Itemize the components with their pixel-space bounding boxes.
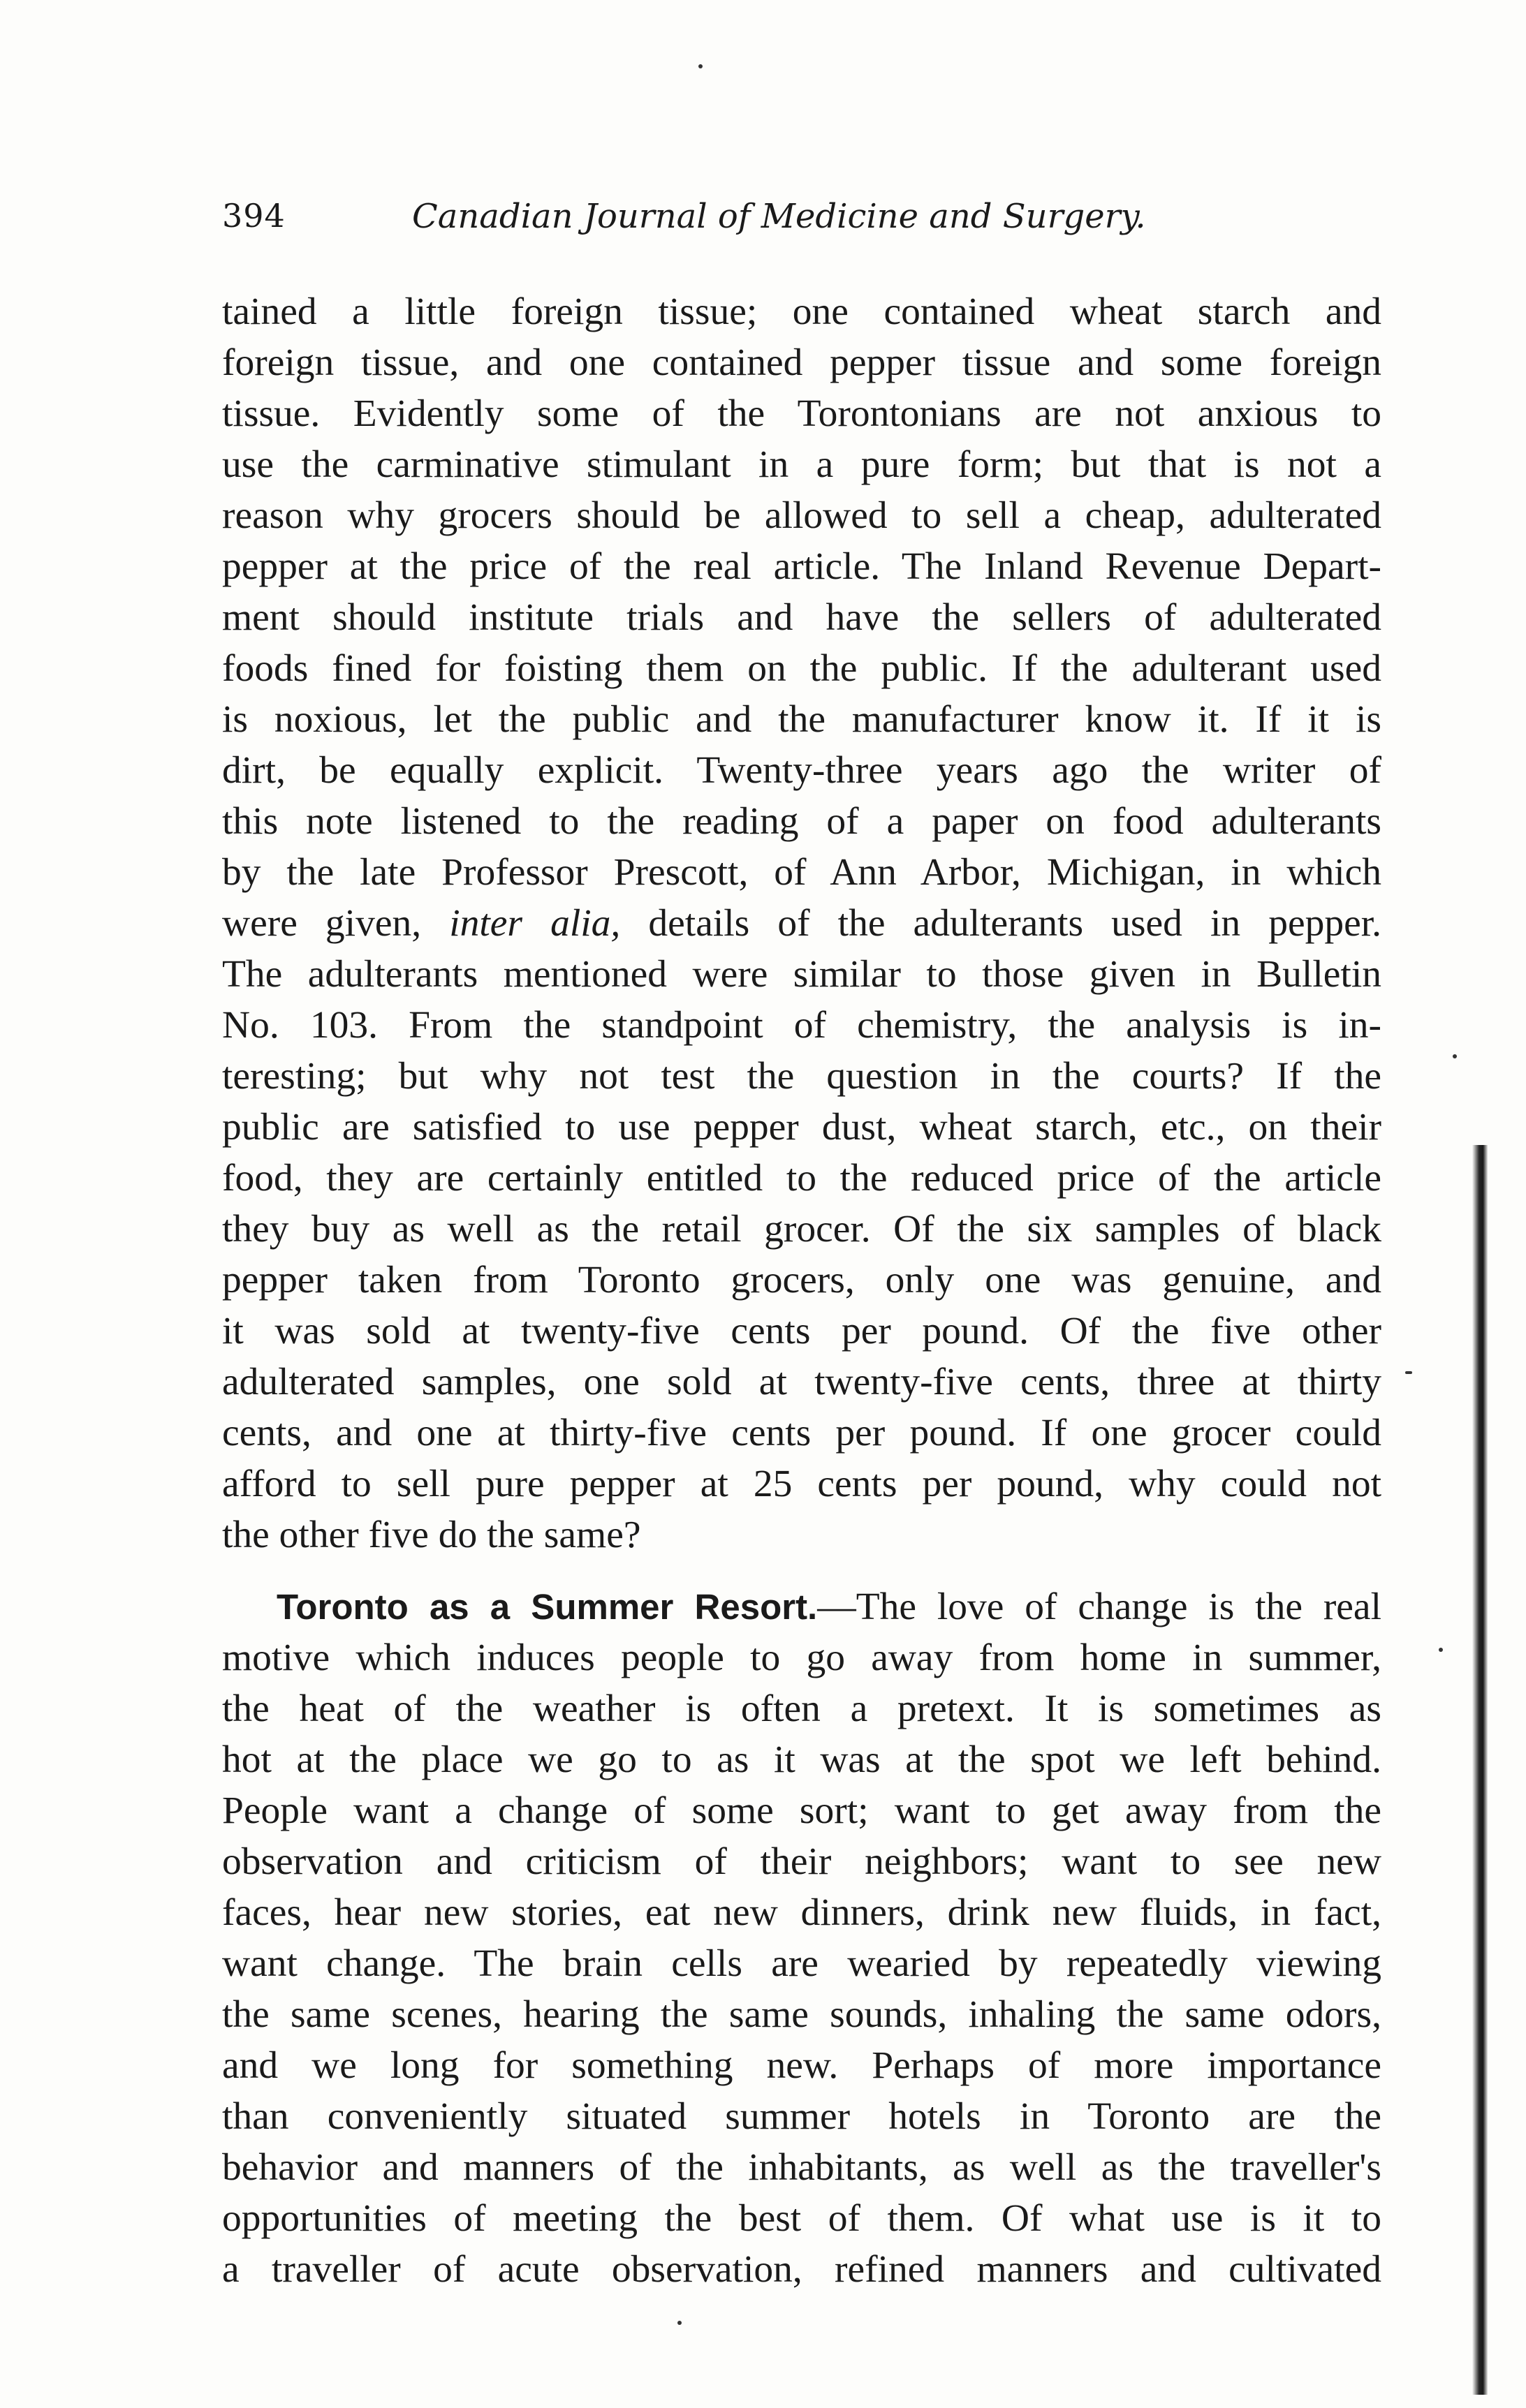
text-line-with-heading bbox=[222, 1581, 1381, 1632]
text-line: pepper taken from Toronto grocers, only one was genuine, and bbox=[222, 1259, 1381, 1301]
text-line: opportunities of meeting the best of them. Of what use is it to bbox=[222, 2197, 1381, 2240]
text-line: foods fined for foisting them on the public. If the adulterant used bbox=[222, 647, 1381, 690]
body-text bbox=[222, 286, 1381, 2295]
text-line: than conveniently situated summer hotels in Toronto are the bbox=[222, 2095, 1381, 2138]
text-line: tained a little foreign tissue; one contained wheat starch and bbox=[222, 290, 1381, 333]
text-line: the other five do the same? bbox=[222, 1514, 641, 1556]
text-line: a traveller of acute observation, refined manners and cultivated bbox=[222, 2248, 1381, 2291]
scan-speck bbox=[698, 64, 703, 68]
scan-speck bbox=[1453, 1054, 1457, 1058]
text-line: hot at the place we go to as it was at the spot we left behind. bbox=[222, 1738, 1381, 1781]
text-line: adulterated samples, one sold at twenty-five cents, three at thirty bbox=[222, 1361, 1381, 1403]
scan-speck bbox=[1405, 1371, 1412, 1374]
text-line: public are satisfied to use pepper dust, wheat starch, etc., on their bbox=[222, 1106, 1381, 1148]
paragraph-summer-resort bbox=[222, 1581, 1381, 2295]
text-line: food, they are certainly entitled to the reduced price of the article bbox=[222, 1157, 1381, 1199]
paragraph-pepper-adulteration bbox=[222, 286, 1381, 1560]
text-line: this note listened to the reading of a paper on food adulterants bbox=[222, 800, 1381, 843]
text-line: they buy as well as the retail grocer. Of the six samples of black bbox=[222, 1208, 1381, 1250]
text-line: foreign tissue, and one contained pepper tissue and some foreign bbox=[222, 341, 1381, 384]
text-line: No. 103. From the standpoint of chemistry, the analysis is in- bbox=[222, 1004, 1381, 1047]
text-line: it was sold at twenty-five cents per pound. Of the five other bbox=[222, 1310, 1381, 1352]
text-line: use the carminative stimulant in a pure form; but that is not a bbox=[222, 443, 1381, 486]
text-line: afford to sell pure pepper at 25 cents per pound, why could not bbox=[222, 1463, 1381, 1505]
text-line: pepper at the price of the real article. The Inland Revenue Depart- bbox=[222, 545, 1381, 588]
text-line: the same scenes, hearing the same sounds, inhaling the same odors, bbox=[222, 1993, 1381, 2036]
text-line: reason why grocers should be allowed to sell a cheap, adulterated bbox=[222, 494, 1381, 537]
latin-phrase: inter alia, bbox=[449, 902, 621, 945]
scan-edge-shadow bbox=[1472, 1145, 1488, 2395]
text-line: faces, hear new stories, eat new dinners, drink new fluids, in fact, bbox=[222, 1891, 1381, 1934]
text-fragment: —The love of change is the real bbox=[817, 1586, 1381, 1628]
page-header bbox=[222, 197, 1381, 253]
section-heading: Toronto as a Summer Resort. bbox=[277, 1587, 818, 1627]
text-line: The adulterants mentioned were similar to those given in Bulletin bbox=[222, 953, 1381, 996]
page-number: 394 bbox=[222, 197, 286, 235]
text-line: is noxious, let the public and the manufacturer know it. If it is bbox=[222, 698, 1381, 741]
scan-speck bbox=[677, 2321, 682, 2325]
text-line: dirt, be equally explicit. Twenty-three years ago the writer of bbox=[222, 749, 1381, 792]
text-line: cents, and one at thirty-five cents per pound. If one grocer could bbox=[222, 1412, 1381, 1454]
text-line: tissue. Evidently some of the Torontonians are not anxious to bbox=[222, 392, 1381, 435]
text-line: behavior and manners of the inhabitants, as well as the traveller's bbox=[222, 2146, 1381, 2189]
text-line: by the late Professor Prescott, of Ann Arbor, Michigan, in which bbox=[222, 851, 1381, 894]
text-line: the heat of the weather is often a pretext. It is sometimes as bbox=[222, 1687, 1381, 1730]
text-line: and we long for something new. Perhaps of more importance bbox=[222, 2044, 1381, 2087]
text-line: want change. The brain cells are wearied by repeatedly viewing bbox=[222, 1942, 1381, 1985]
text-line: motive which induces people to go away from home in summer, bbox=[222, 1637, 1381, 1679]
paragraph-gap bbox=[222, 1560, 1381, 1581]
scan-speck bbox=[1439, 1648, 1443, 1652]
text-line: People want a change of some sort; want to get away from the bbox=[222, 1789, 1381, 1832]
text-line: teresting; but why not test the question in the courts? If the bbox=[222, 1055, 1381, 1098]
running-title: Canadian Journal of Medicine and Surgery. bbox=[412, 197, 1146, 236]
text-line-mixed bbox=[222, 898, 1381, 949]
text-line: observation and criticism of their neighbors; want to see new bbox=[222, 1840, 1381, 1883]
text-line: ment should institute trials and have the sellers of adulterated bbox=[222, 596, 1381, 639]
text-fragment: details of the adulterants used in pepper. bbox=[648, 902, 1382, 945]
text-fragment: were given, bbox=[222, 902, 422, 945]
